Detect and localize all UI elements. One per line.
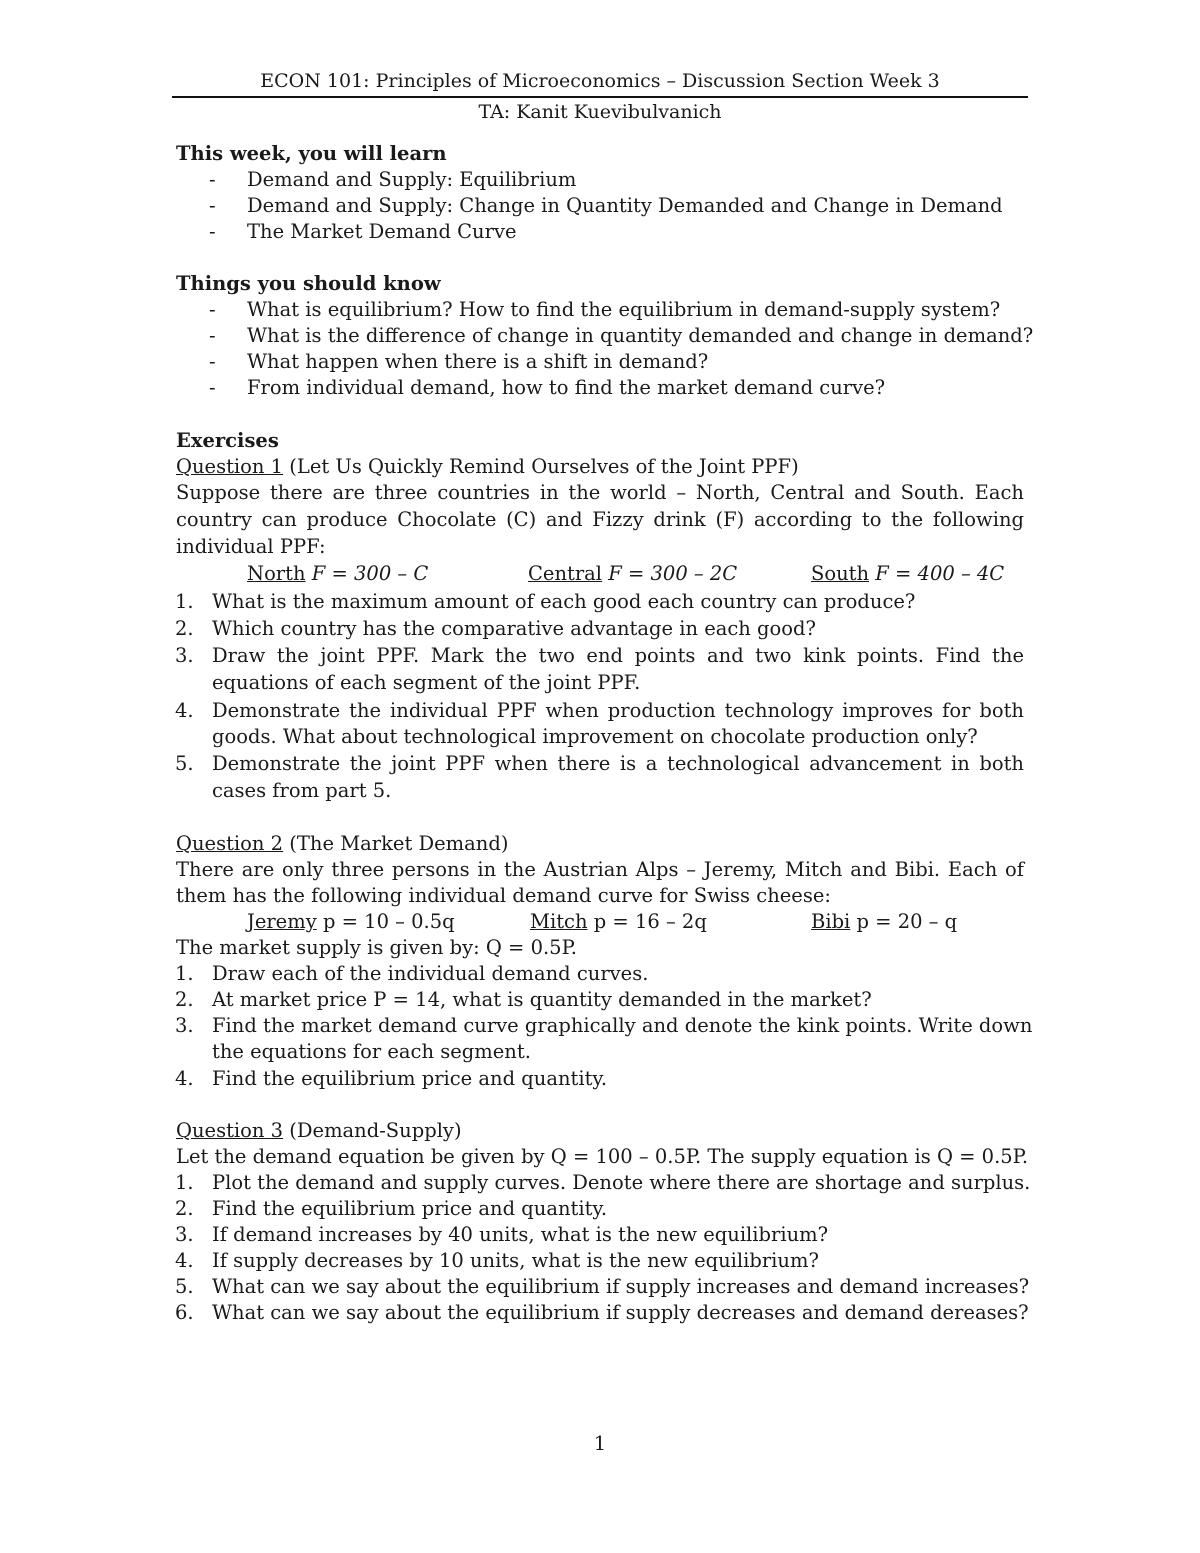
equation-name: North — [247, 562, 306, 585]
equation-body: p = 20 – q — [856, 910, 958, 933]
list-item-text: Demand and Supply: Change in Quantity Demanded and Change in Demand — [247, 194, 1003, 217]
item-text: Draw each of the individual demand curves. — [212, 962, 649, 985]
question-2-intro-line: them has the following individual demand curve for Swiss cheese: — [176, 884, 831, 907]
item-number: 2. — [175, 617, 194, 640]
question-3-subtitle: (Demand-Supply) — [289, 1119, 462, 1142]
bullet-dash: - — [209, 324, 216, 347]
item-text: Plot the demand and supply curves. Denote where there are shortage and surplus. — [212, 1171, 1031, 1194]
item-number: 5. — [175, 1275, 194, 1298]
item-number: 3. — [175, 1014, 194, 1037]
exercises-heading: Exercises — [176, 429, 279, 452]
question-2-intro-line: There are only three persons in the Austrian Alps – Jeremy, Mitch and Bibi. Each of — [176, 858, 1024, 881]
list-item-text: From individual demand, how to find the market demand curve? — [247, 376, 886, 399]
item-number: 1. — [175, 1171, 194, 1194]
item-number: 1. — [175, 962, 194, 985]
question-1-subtitle: (Let Us Quickly Remind Ourselves of the Joint PPF) — [289, 455, 799, 478]
question-1-intro-line: Suppose there are three countries in the world – North, Central and South. Each — [176, 481, 1024, 504]
equation-body: F = 300 – C — [311, 562, 429, 585]
item-text: Which country has the comparative advantage in each good? — [212, 617, 816, 640]
item-number: 1. — [175, 590, 194, 613]
bullet-dash: - — [209, 168, 216, 191]
question-1-label: Question 1 — [176, 455, 284, 478]
item-text: Demonstrate the individual PPF when production technology improves for both — [212, 699, 1024, 722]
demand-equation-mitch — [530, 909, 707, 935]
item-text: If supply decreases by 10 units, what is the new equilibrium? — [212, 1249, 819, 1272]
question-2-label: Question 2 — [176, 832, 284, 855]
item-number: 4. — [175, 699, 194, 722]
item-text: Draw the joint PPF. Mark the two end points and two kink points. Find the — [212, 644, 1024, 667]
question-1-title — [176, 454, 799, 480]
list-item-text: What is the difference of change in quantity demanded and change in demand? — [247, 324, 1034, 347]
equation-body: F = 300 – 2C — [608, 562, 738, 585]
item-number: 4. — [175, 1249, 194, 1272]
market-supply-statement: The market supply is given by: Q = 0.5P. — [176, 936, 577, 959]
item-number: 3. — [175, 644, 194, 667]
item-number: 4. — [175, 1067, 194, 1090]
bullet-dash: - — [209, 376, 216, 399]
question-2-subtitle: (The Market Demand) — [289, 832, 509, 855]
demand-equation-bibi — [811, 909, 957, 935]
ppf-equation-north — [247, 561, 428, 587]
item-text: goods. What about technological improvement on chocolate production only? — [212, 725, 978, 748]
question-3-title — [176, 1118, 462, 1144]
question-3-intro: Let the demand equation be given by Q = 100 – 0.5P. The supply equation is Q = 0.5P. — [176, 1145, 1029, 1168]
item-text: At market price P = 14, what is quantity demanded in the market? — [212, 988, 872, 1011]
item-number: 2. — [175, 1197, 194, 1220]
list-item-text: What happen when there is a shift in demand? — [247, 350, 709, 373]
item-number: 3. — [175, 1223, 194, 1246]
know-heading: Things you should know — [176, 272, 441, 295]
item-text: What can we say about the equilibrium if supply increases and demand increases? — [212, 1275, 1030, 1298]
ta-name: TA: Kanit Kuevibulvanich — [478, 101, 722, 123]
question-2-title — [176, 831, 508, 857]
item-text: Find the equilibrium price and quantity. — [212, 1197, 608, 1220]
bullet-dash: - — [209, 194, 216, 217]
item-text: Demonstrate the joint PPF when there is a technological advancement in both — [212, 752, 1024, 775]
item-text: Find the equilibrium price and quantity. — [212, 1067, 608, 1090]
question-1-intro-line: country can produce Chocolate (C) and Fizzy drink (F) according to the following — [176, 508, 1024, 531]
item-text: the equations for each segment. — [212, 1040, 531, 1063]
equation-body: F = 400 – 4C — [875, 562, 1005, 585]
ppf-equation-south — [811, 561, 1004, 587]
bullet-dash: - — [209, 298, 216, 321]
ppf-equation-central — [528, 561, 737, 587]
learn-heading: This week, you will learn — [176, 142, 447, 165]
item-number: 6. — [175, 1301, 194, 1324]
equation-body: p = 10 – 0.5q — [322, 910, 455, 933]
equation-name: South — [811, 562, 870, 585]
item-text: What can we say about the equilibrium if supply decreases and demand dereases? — [212, 1301, 1029, 1324]
item-number: 2. — [175, 988, 194, 1011]
item-text: cases from part 5. — [212, 779, 392, 802]
item-text: If demand increases by 40 units, what is the new equilibrium? — [212, 1223, 829, 1246]
question-1-intro-line: individual PPF: — [176, 535, 326, 558]
item-text: Find the market demand curve graphically and denote the kink points. Write down — [212, 1014, 1033, 1037]
item-number: 5. — [175, 752, 194, 775]
list-item-text: Demand and Supply: Equilibrium — [247, 168, 577, 191]
equation-name: Central — [528, 562, 603, 585]
bullet-dash: - — [209, 220, 216, 243]
equation-body: p = 16 – 2q — [593, 910, 707, 933]
list-item-text: The Market Demand Curve — [247, 220, 517, 243]
equation-name: Jeremy — [247, 910, 317, 933]
item-text: What is the maximum amount of each good each country can produce? — [212, 590, 916, 613]
document-header-title: ECON 101: Principles of Microeconomics – Discussion Section Week 3 — [260, 70, 940, 92]
demand-equation-jeremy — [247, 909, 455, 935]
question-3-label: Question 3 — [176, 1119, 284, 1142]
item-text: equations of each segment of the joint PPF. — [212, 671, 641, 694]
list-item-text: What is equilibrium? How to find the equilibrium in demand-supply system? — [247, 298, 1001, 321]
equation-name: Mitch — [530, 910, 588, 933]
bullet-dash: - — [209, 350, 216, 373]
equation-name: Bibi — [811, 910, 851, 933]
page-number: 1 — [593, 1432, 607, 1455]
header-divider — [172, 96, 1028, 98]
